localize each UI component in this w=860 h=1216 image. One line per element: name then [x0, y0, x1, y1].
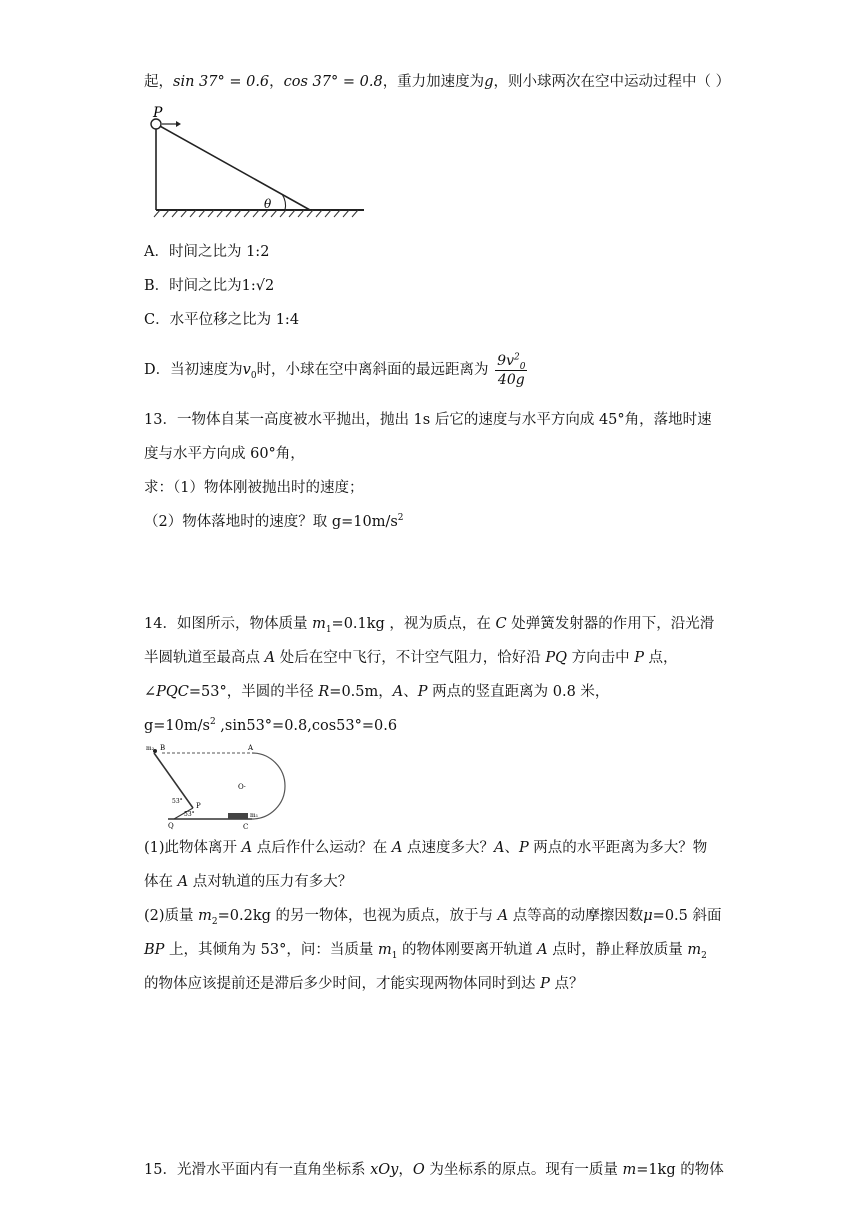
q14-l3PQC: PQC	[156, 684, 189, 700]
q12-sin: sin 37° = 0.6	[173, 74, 270, 90]
fig2-label-angle-1: 53°	[172, 798, 183, 805]
q14-p3A: A	[497, 908, 509, 924]
q14-p3mu: μ	[643, 908, 653, 924]
q14-p3d: =0.5 斜面	[652, 908, 722, 924]
q14-p4sub: 1	[391, 950, 398, 961]
q14-p1P: P	[518, 840, 529, 856]
q14-p5P: P	[540, 976, 550, 992]
q14-p5a: 的物体应该提前还是滞后多少时间，才能实现两物体同时到达	[144, 976, 541, 992]
q14-part1-line-2	[144, 872, 352, 892]
q15-d: =1kg 的物体	[636, 1162, 724, 1178]
q15-line-1	[144, 1160, 724, 1180]
q12-option-d-text-a: D．当初速度为	[144, 362, 243, 378]
q14-p4a: BP	[144, 942, 165, 958]
q15-xoy: xOy	[370, 1162, 399, 1178]
q12-comma: ，	[269, 74, 284, 90]
fraction-num-sup: 2	[514, 351, 520, 362]
q13-line-4-sup: 2	[397, 513, 404, 524]
fig2-label-o: O·	[238, 783, 246, 791]
q14-p3c: 点等高的动摩擦因数	[508, 908, 644, 924]
q14-p1A: A	[241, 840, 253, 856]
q12-cos: cos 37° = 0.8	[283, 74, 383, 90]
q14-p2a: 体在	[144, 874, 178, 890]
q14-p3sub: 2	[211, 916, 218, 927]
fig2-label-c: C	[243, 823, 249, 831]
q12-option-c: C．水平位移之比为 1:4	[144, 312, 300, 328]
q15-m: m	[622, 1162, 637, 1178]
fig2-label-m2: m₂	[146, 745, 155, 752]
q12-option-d	[144, 348, 527, 392]
q14-part2-line-2	[144, 940, 707, 960]
q14-p4d: 点时，静止释放质量	[547, 942, 688, 958]
q14-l2a: 半圆轨道至最高点	[144, 650, 265, 666]
q14-l4b: ,sin53°=0.8,cos53°=0.6	[215, 718, 398, 734]
q12-intro-a: 起，	[144, 74, 173, 90]
q14-p4b: 上，其倾角为 53°，问：当质量	[164, 942, 378, 958]
q14-l3a: ∠	[144, 684, 157, 700]
q14-l3P: P	[417, 684, 428, 700]
fraction-numerator: 9v	[497, 352, 514, 369]
q14-l2PQ: PQ	[545, 650, 567, 666]
q14-l2d: 点，	[643, 650, 678, 666]
q12-option-d-v-sub: 0	[250, 370, 257, 381]
q13-line-1: 13．一物体自某一高度被水平抛出，抛出 1s 后它的速度与水平方向成 45°角，落地时速	[144, 412, 712, 428]
q14-l3c: =0.5m，	[329, 684, 393, 700]
q14-l1c: C	[495, 616, 507, 632]
q12-stem-line	[144, 72, 730, 92]
q14-p1A2: A	[391, 840, 403, 856]
q14-line-4	[144, 716, 397, 736]
q14-l3e: 两点的竖直距离为 0.8 米，	[427, 684, 610, 700]
q14-part2-line-3	[144, 974, 583, 994]
q14-l2P: P	[634, 650, 644, 666]
q12-incline-figure	[144, 102, 366, 218]
q12-option-b-ratio: 1:√2	[241, 278, 275, 294]
q14-p5b: 点？	[549, 976, 584, 992]
q14-p3b: =0.2kg 的另一物体，也视为质点，放于与	[217, 908, 498, 924]
q14-p2b: 点对轨道的压力有多大？	[188, 874, 353, 890]
q14-p4A: A	[537, 942, 548, 958]
q15-c: 为坐标系的原点。现有一质量	[424, 1162, 623, 1178]
q13-line-4-text: （2）物体落地时的速度？取 g=10m/s	[144, 514, 398, 530]
q14-p1c: 点速度多大？	[402, 840, 494, 856]
fig2-label-a: A	[248, 744, 254, 752]
q14-l2b: 处后在空中飞行，不计空气阻力，恰好沿	[275, 650, 546, 666]
q14-l2c: 方向击中	[566, 650, 635, 666]
q14-line-3	[144, 682, 609, 702]
q14-line-1	[144, 614, 714, 634]
q14-track-figure	[144, 744, 304, 834]
q14-part1-line-1	[144, 838, 707, 858]
q14-line-2	[144, 648, 678, 668]
q14-p4m2: m	[687, 942, 702, 958]
q14-l1sub: 1	[325, 624, 332, 635]
q13-line-4	[144, 512, 404, 532]
q12-option-b-text: B．时间之比为	[144, 278, 242, 294]
q13-line-3: 求：（1）物体刚被抛出时的速度；	[144, 480, 364, 496]
q12-option-a: A．时间之比为 1:2	[144, 244, 270, 260]
arrow-right-icon	[176, 121, 181, 127]
q12-intro-b: ，重力加速度为	[382, 74, 485, 90]
q14-l1m: m	[312, 616, 326, 632]
q15-b: ，	[398, 1162, 413, 1178]
q14-p3m: m	[198, 908, 212, 924]
q12-option-d-v: v	[242, 362, 251, 378]
q14-p1b: 点后作什么运动？在	[252, 840, 392, 856]
fig2-label-p: P	[196, 802, 201, 810]
fig1-label-theta: θ	[264, 197, 272, 211]
q14-l3R: R	[318, 684, 330, 700]
q14-p2A: A	[177, 874, 189, 890]
q14-l4sup: 2	[209, 717, 216, 728]
q12-option-d-text-b: 时，小球在空中离斜面的最远距离为	[256, 362, 489, 378]
q14-p4m: m	[377, 942, 392, 958]
fig1-label-p: P	[153, 105, 163, 121]
q14-l4a: g=10m/s	[144, 718, 210, 734]
q14-p1d: 、	[504, 840, 519, 856]
fig2-label-angle-2: 53°	[184, 811, 195, 818]
spring-launcher-icon	[228, 813, 248, 819]
q14-l1d: 处弹簧发射器的作用下，沿光滑	[506, 616, 715, 632]
fraction-num-sub: 0	[519, 361, 526, 372]
q14-p4c: 的物体刚要离开轨道	[397, 942, 538, 958]
fig2-label-b: B	[160, 744, 166, 752]
q15-a: 15．光滑水平面内有一直角坐标系	[144, 1162, 371, 1178]
q13-line-2: 度与水平方向成 60°角，	[144, 446, 305, 462]
fig2-label-m1: m₁	[250, 812, 259, 819]
q14-p1A3: A	[493, 840, 505, 856]
q12-option-b	[144, 276, 274, 296]
q15-o: O	[412, 1162, 425, 1178]
q14-l2A: A	[264, 650, 276, 666]
fig2-label-q: Q	[168, 822, 174, 830]
q14-p3a: (2)质量	[144, 908, 199, 924]
q14-p1e: 两点的水平距离为多大？物	[528, 840, 708, 856]
q14-p4sub2: 2	[701, 950, 707, 961]
q14-p1a: (1)此物体离开	[144, 840, 242, 856]
q14-l3d: 、	[403, 684, 418, 700]
q14-l3A: A	[392, 684, 404, 700]
q12-option-d-fraction	[495, 352, 527, 389]
q12-g: g	[484, 74, 494, 90]
q12-intro-c: ，则小球两次在空中运动过程中（ ）	[493, 74, 731, 90]
fraction-denominator: 40g	[497, 371, 525, 388]
q14-l1a: 14．如图所示，物体质量	[144, 616, 313, 632]
q14-part2-line-1	[144, 906, 722, 926]
q14-l3b: =53°，半圆的半径	[188, 684, 319, 700]
q14-l1b: =0.1kg ，视为质点，在	[331, 616, 496, 632]
